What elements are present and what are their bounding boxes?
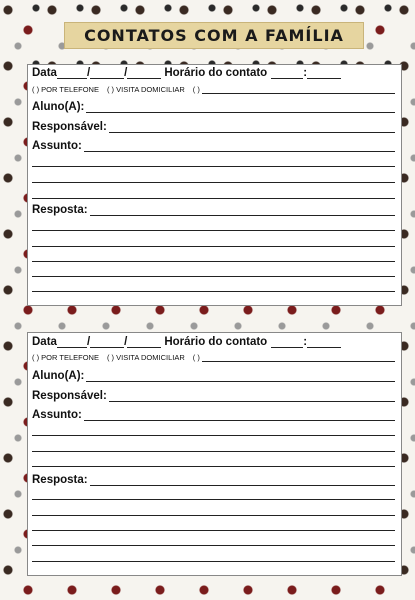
contact-type-row <box>32 85 395 94</box>
subject-line[interactable] <box>32 166 395 167</box>
time-separator: : <box>303 336 308 348</box>
guardian-row <box>32 121 395 133</box>
response-line[interactable] <box>32 561 395 562</box>
student-label: Aluno(A): <box>32 101 85 113</box>
hour-field[interactable] <box>271 337 303 348</box>
student-field[interactable] <box>86 102 395 113</box>
date-time-row <box>32 336 395 348</box>
response-label: Resposta: <box>32 474 88 486</box>
response-line[interactable] <box>32 291 395 292</box>
response-line[interactable] <box>32 499 395 500</box>
student-label: Aluno(A): <box>32 370 85 382</box>
time-separator: : <box>303 67 308 79</box>
phone-option[interactable]: ( ) POR TELEFONE <box>32 85 99 94</box>
date-label: Data <box>32 336 57 348</box>
minute-field[interactable] <box>307 337 341 348</box>
year-field[interactable] <box>127 68 161 79</box>
month-field[interactable] <box>90 68 124 79</box>
subject-field[interactable] <box>84 141 395 152</box>
title-banner <box>64 22 364 49</box>
other-option[interactable]: ( ) <box>192 85 200 94</box>
guardian-field[interactable] <box>109 122 395 133</box>
student-field[interactable] <box>86 371 395 382</box>
response-line[interactable] <box>32 530 395 531</box>
response-line[interactable] <box>32 545 395 546</box>
other-option[interactable]: ( ) <box>192 353 200 362</box>
time-label: Horário do contato <box>164 336 268 348</box>
subject-line[interactable] <box>32 451 395 452</box>
date-separator: / <box>124 67 128 79</box>
subject-field[interactable] <box>84 410 395 421</box>
other-field[interactable] <box>202 354 395 362</box>
other-field[interactable] <box>202 86 395 94</box>
response-line[interactable] <box>32 261 395 262</box>
response-line[interactable] <box>32 515 395 516</box>
subject-line[interactable] <box>32 182 395 183</box>
home-visit-option[interactable]: ( ) VISITA DOMICILIAR <box>106 353 185 362</box>
response-line[interactable] <box>32 276 395 277</box>
subject-label: Assunto: <box>32 409 82 421</box>
hour-field[interactable] <box>271 68 303 79</box>
guardian-field[interactable] <box>109 391 395 402</box>
contact-form-2 <box>27 332 402 576</box>
time-label: Horário do contato <box>164 67 268 79</box>
subject-line[interactable] <box>32 435 395 436</box>
student-row <box>32 101 395 113</box>
page-title: CONTATOS COM A FAMÍLIA <box>84 26 344 45</box>
guardian-label: Responsável: <box>32 121 107 133</box>
response-line[interactable] <box>32 246 395 247</box>
date-separator: / <box>86 336 91 348</box>
response-label: Resposta: <box>32 204 88 216</box>
response-field[interactable] <box>90 475 395 486</box>
subject-row <box>32 409 395 421</box>
subject-line[interactable] <box>32 466 395 467</box>
phone-option[interactable]: ( ) POR TELEFONE <box>32 353 99 362</box>
guardian-label: Responsável: <box>32 390 107 402</box>
subject-row <box>32 140 395 152</box>
contact-form-1 <box>27 64 402 306</box>
date-time-row <box>32 67 395 79</box>
response-line[interactable] <box>32 230 395 231</box>
day-field[interactable] <box>57 68 87 79</box>
minute-field[interactable] <box>307 68 341 79</box>
guardian-row <box>32 390 395 402</box>
student-row <box>32 370 395 382</box>
date-label: Data <box>32 67 57 79</box>
subject-line[interactable] <box>32 198 395 199</box>
year-field[interactable] <box>127 337 161 348</box>
contact-type-row <box>32 353 395 362</box>
day-field[interactable] <box>57 337 87 348</box>
home-visit-option[interactable]: ( ) VISITA DOMICILIAR <box>106 85 185 94</box>
date-separator: / <box>86 67 91 79</box>
subject-label: Assunto: <box>32 140 82 152</box>
response-row <box>32 204 395 216</box>
month-field[interactable] <box>90 337 124 348</box>
response-field[interactable] <box>90 205 395 216</box>
date-separator: / <box>124 336 128 348</box>
response-row <box>32 474 395 486</box>
